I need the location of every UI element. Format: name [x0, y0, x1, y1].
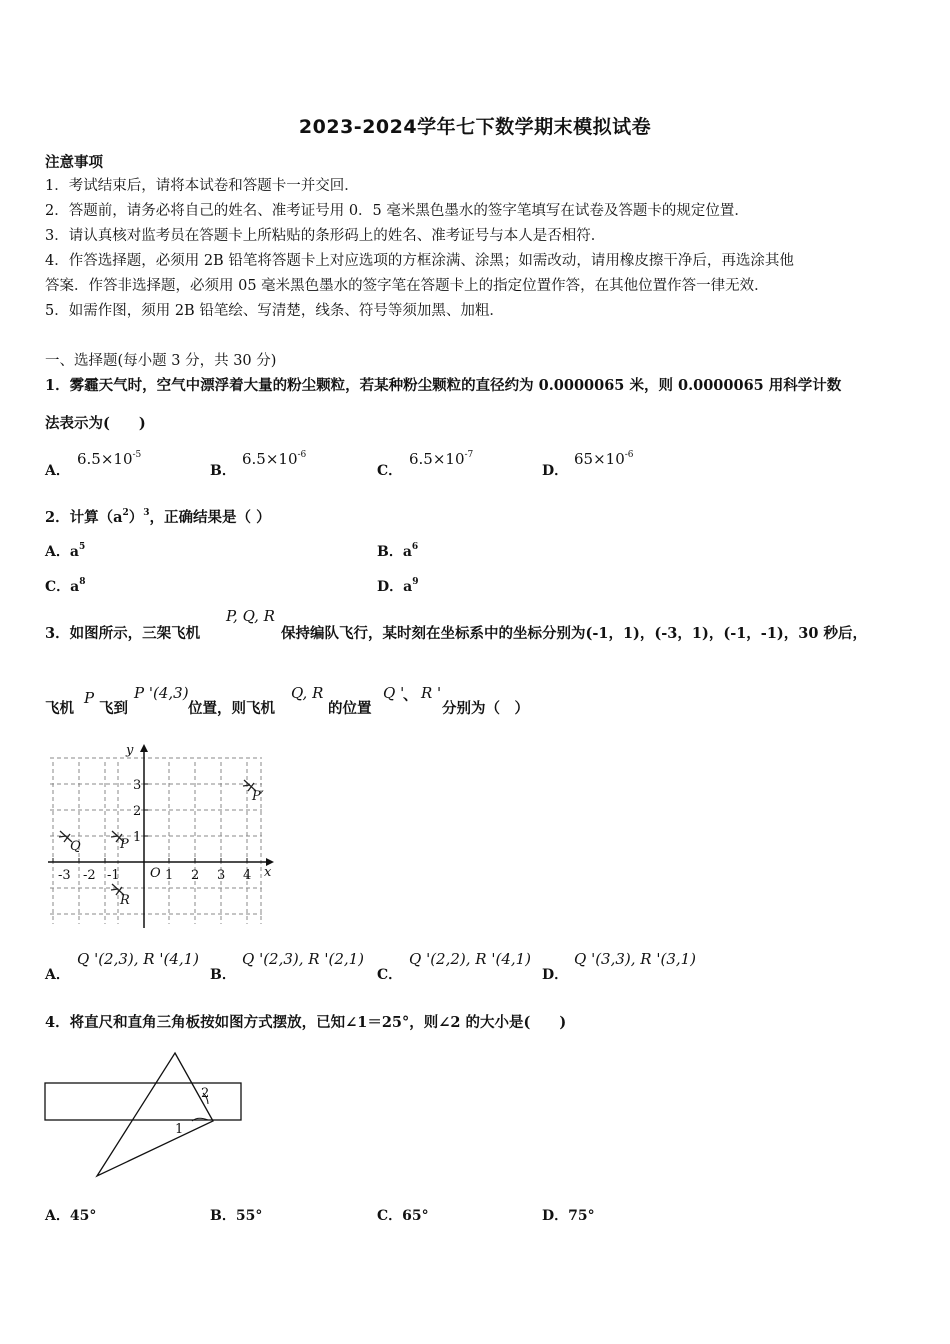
- q1-stem-line1: 1．雾霾天气时，空气中漂浮着大量的粉尘颗粒，若某种粉尘颗粒的直径约为 0.0000065 米，则 0.0000065 用科学计数: [45, 377, 842, 394]
- y-axis-arrow-icon: [140, 744, 148, 752]
- q3-math-q-prime: Q ': [383, 684, 405, 702]
- q2-option-a: A．$a^5$: [45, 542, 86, 560]
- x-tick: -3: [58, 868, 71, 883]
- point-p-prime-label: P′: [252, 789, 264, 804]
- q2-option-b: B．$a^6$: [377, 542, 419, 560]
- q4-option-d: D．75°: [542, 1208, 595, 1224]
- q4-option-a: A．45°: [45, 1208, 97, 1224]
- q1-stem-line2: 法表示为( ): [45, 415, 146, 432]
- option-label: D．: [542, 463, 569, 479]
- q3-stem-line2e: 分别为（ ）: [442, 700, 529, 717]
- q3-math-pqr: P, Q, R: [226, 607, 275, 625]
- x-tick: 3: [217, 868, 226, 883]
- x-tick: 1: [165, 868, 174, 883]
- point-r-label: R: [120, 893, 130, 908]
- notice-item: 5．如需作图，须用 2B 铅笔绘、写清楚，线条、符号等须加黑、加粗．: [45, 303, 504, 319]
- notice-item: 1．考试结束后，请将本试卷和答题卡一并交回．: [45, 178, 359, 194]
- q3-stem-line1a: 3．如图所示，三架飞机: [45, 625, 201, 642]
- x-tick: 2: [191, 868, 200, 883]
- option-exp: -5: [132, 450, 142, 460]
- q3-sep: 、: [403, 687, 418, 704]
- x-tick: -1: [107, 868, 120, 883]
- y-tick: 2: [133, 804, 142, 819]
- option-base: 6.5×10: [409, 450, 465, 468]
- option-exp: -6: [624, 450, 634, 460]
- ruler: [45, 1083, 241, 1120]
- q3-math-r-prime: R ': [421, 684, 442, 702]
- y-tick: 1: [133, 830, 142, 845]
- grid: [50, 758, 262, 924]
- option-base: 6.5×10: [77, 450, 133, 468]
- q3-stem-line2b: 飞到: [99, 700, 128, 717]
- triangle: [97, 1053, 213, 1176]
- x-tick: 4: [243, 868, 252, 883]
- q4-option-c: C．65°: [377, 1208, 429, 1224]
- q3-math-p: P: [84, 689, 95, 707]
- point-p-label: P: [120, 837, 129, 852]
- q3-option-d: D． Q '(3,3), R '(3,1): [542, 950, 697, 983]
- q3-math-qr: Q, R: [291, 684, 324, 702]
- q3-option-b: B． Q '(2,3), R '(2,1): [210, 950, 365, 983]
- section-heading: 一、选择题(每小题 3 分，共 30 分): [45, 353, 277, 369]
- q4-option-b: B．55°: [210, 1208, 263, 1224]
- option-exp: -6: [297, 450, 307, 460]
- q4-stem: 4．将直尺和直角三角板按如图方式摆放，已知∠1＝25°，则∠2 的大小是( ): [45, 1014, 567, 1031]
- notice-heading: 注意事项: [45, 154, 103, 171]
- angle1-label: 1: [175, 1122, 184, 1137]
- notice-item: 答案．作答非选择题，必须用 05 毫米黑色墨水的签字笔在答题卡上的指定位置作答，在其他位置作答一律无效．: [45, 278, 769, 294]
- origin-label: O: [150, 866, 161, 881]
- q3-option-a: A． Q '(2,3), R '(4,1): [45, 950, 200, 983]
- q3-math-p-prime: P '(4,3): [134, 684, 189, 702]
- q3-stem-line2d: 的位置: [328, 700, 372, 717]
- q2-option-d: D．$a^9$: [377, 577, 419, 595]
- y-axis-label: y: [126, 743, 134, 758]
- page-title: 2023-2024学年七下数学期末模拟试卷: [298, 116, 652, 138]
- notice-item: 4．作答选择题，必须用 2B 铅笔将答题卡上对应选项的方框涂满、涂黑；如需改动，请用橡皮擦干净后，再选涂其他: [45, 253, 794, 269]
- notice-item: 3．请认真核对监考员在答题卡上所粘贴的条形码上的姓名、准考证号与本人是否相符．: [45, 228, 606, 244]
- option-label: A．: [45, 463, 70, 479]
- q3-option-c: C． Q '(2,2), R '(4,1): [377, 950, 532, 983]
- q3-stem-line2a: 飞机: [45, 700, 74, 717]
- ruler-triangle-figure: [40, 1048, 250, 1183]
- q2-option-c: C．$a^8$: [45, 577, 86, 595]
- notice-item: 2．答题前，请务必将自己的姓名、准考证号用 0．5 毫米黑色墨水的签字笔填写在试卷及答题卡的规定位置．: [45, 203, 749, 219]
- q3-stem-line2c: 位置，则飞机: [188, 700, 275, 717]
- point-q-label: Q: [70, 839, 81, 854]
- q2-stem: 2．计算$(a^2)^3$，正确结果是（ ）: [45, 508, 271, 526]
- option-exp: -7: [464, 450, 474, 460]
- option-base: 65×10: [574, 450, 625, 468]
- angle2-label: 2: [201, 1086, 210, 1101]
- option-base: 6.5×10: [242, 450, 298, 468]
- x-tick: -2: [83, 868, 96, 883]
- option-label: C．: [377, 463, 403, 479]
- coordinate-graph: [40, 738, 285, 930]
- option-label: B．: [210, 463, 236, 479]
- q3-stem-line1b: 保持编队飞行，某时刻在坐标系中的坐标分别为(-1，1)，(-3，1)，(-1，-1)，30 秒后，: [281, 625, 867, 642]
- y-tick: 3: [133, 778, 142, 793]
- x-axis-label: x: [264, 865, 272, 880]
